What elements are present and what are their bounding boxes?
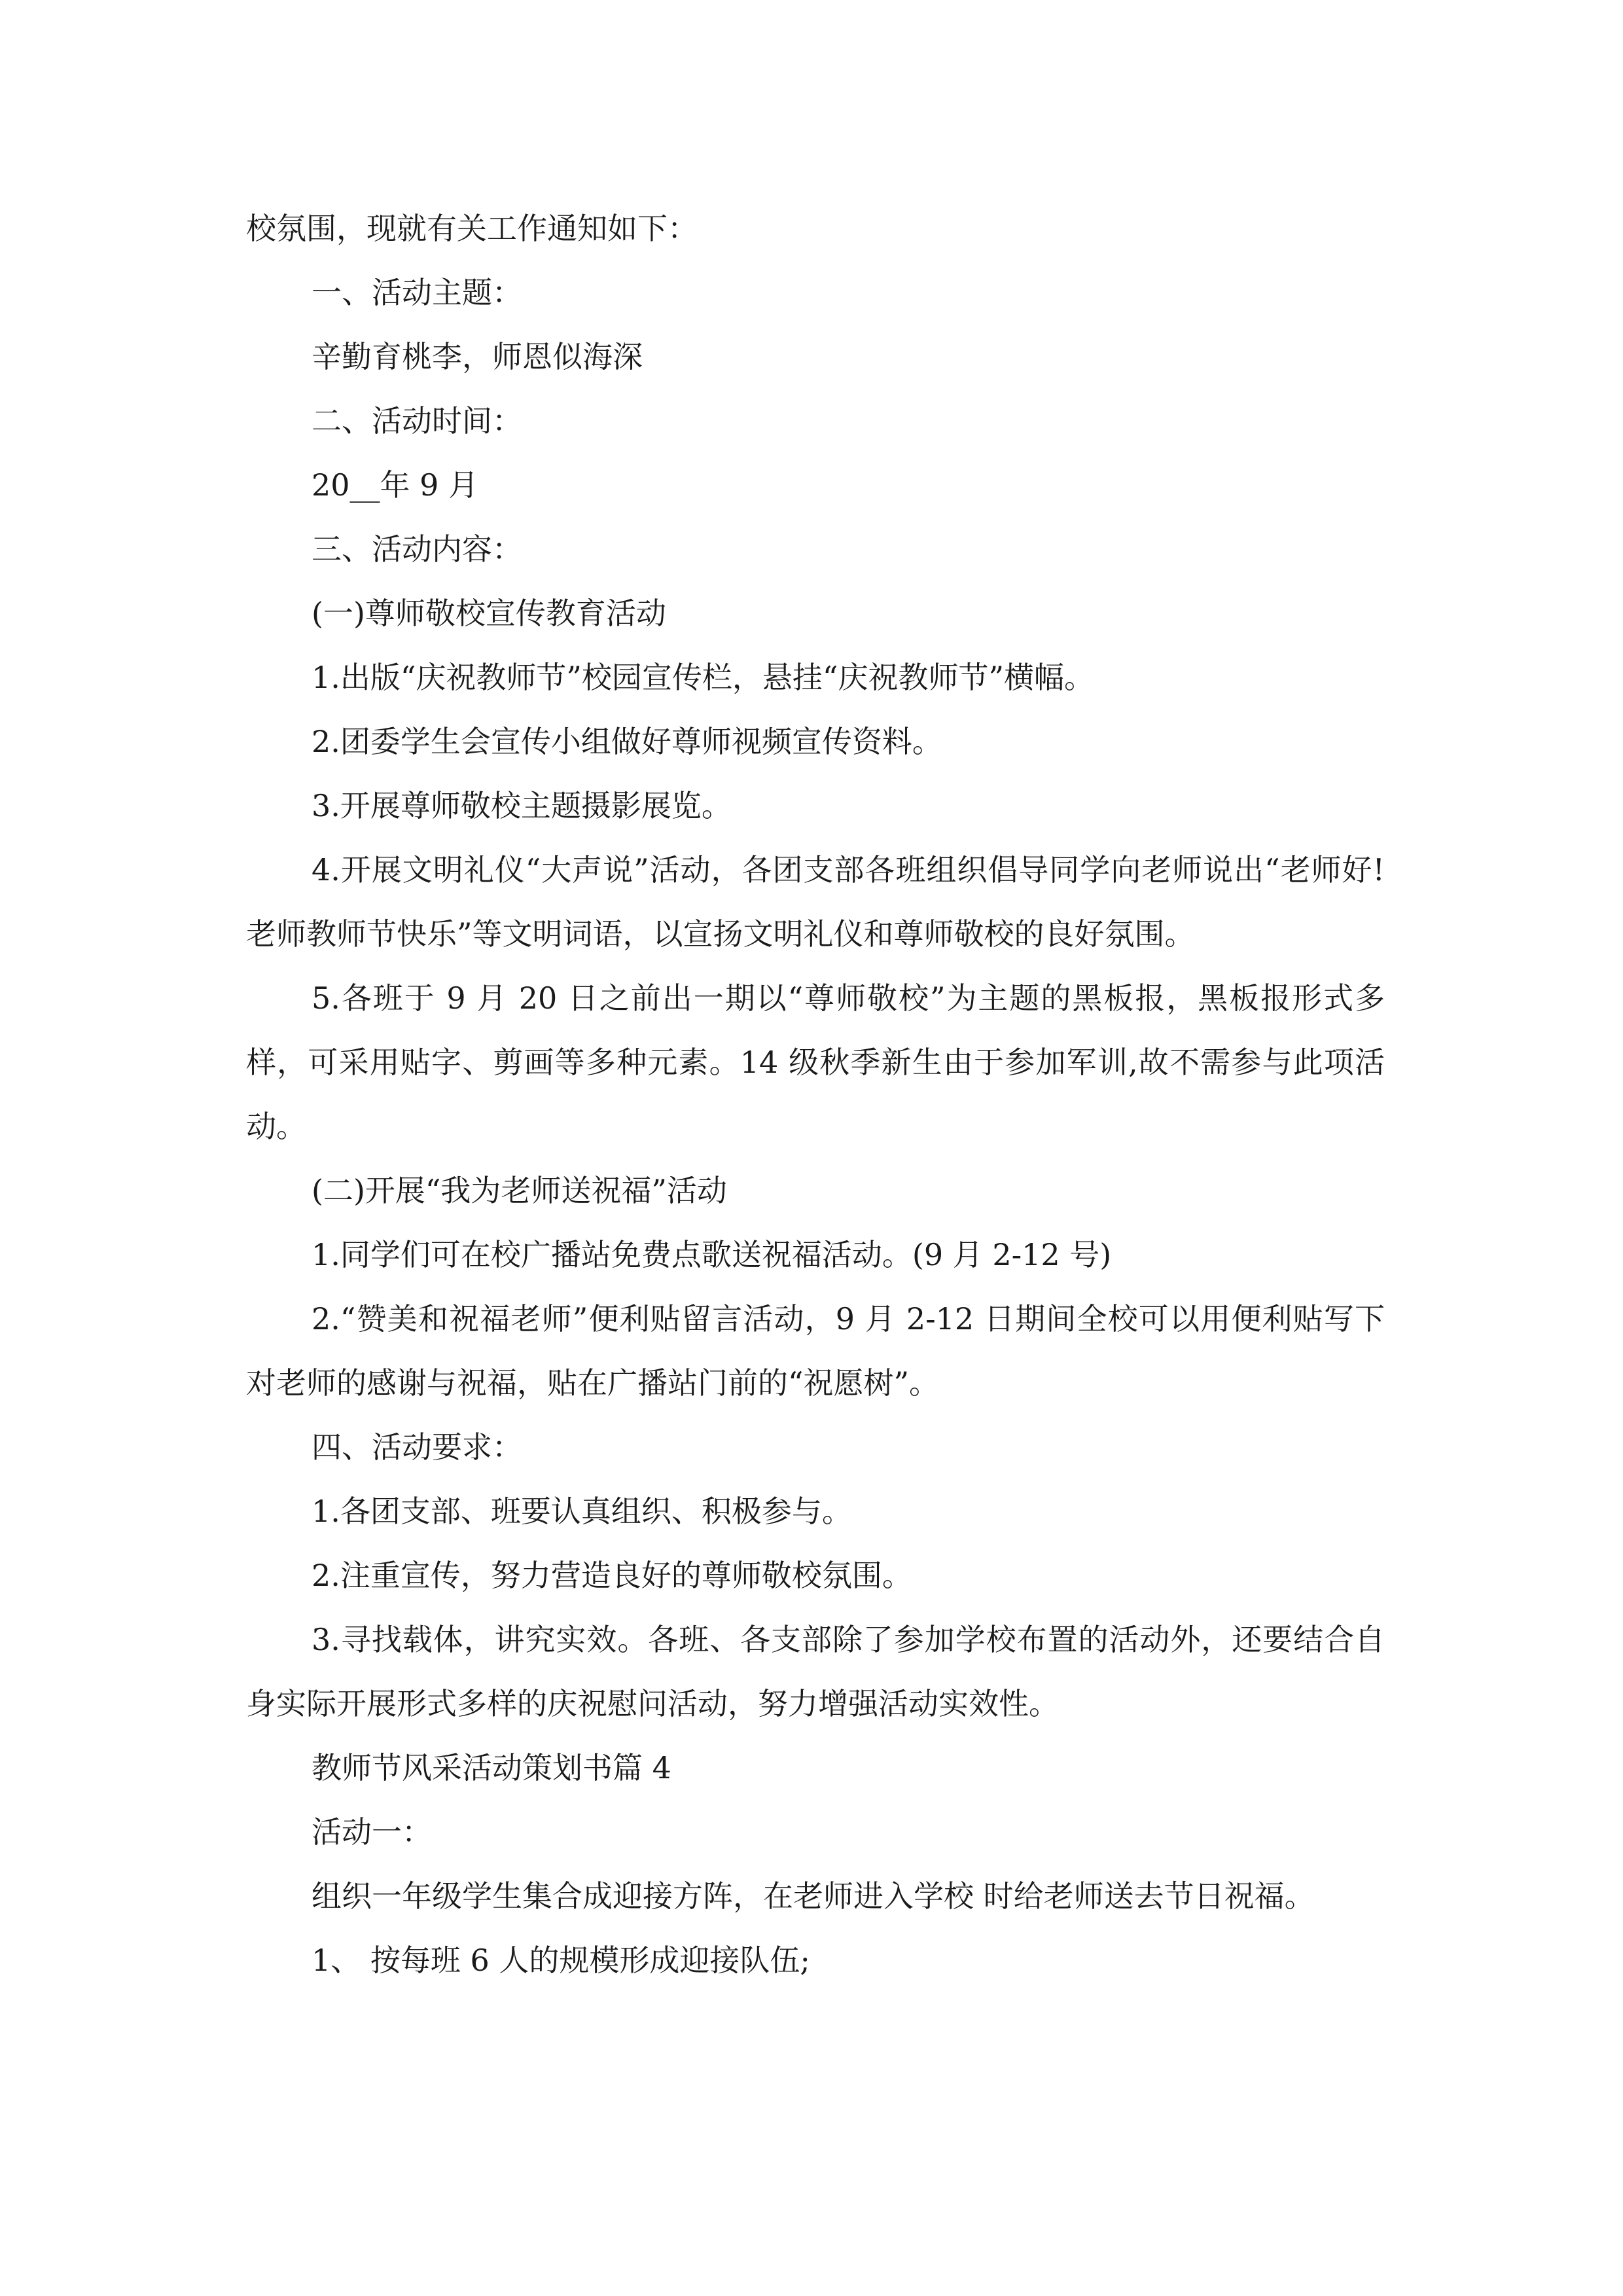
heading-theme: 一、活动主题： <box>312 275 522 310</box>
heading-time: 二、活动时间： <box>312 403 522 439</box>
list-item: 4.开展文明礼仪“大声说”活动，各团支部各班组织倡导同学向老师说出“老师好!老师教师节快乐”等文明词语，以宣扬文明礼仪和尊师敬校的良好氛围。 <box>246 852 1385 952</box>
list-item: 2.“赞美和祝福老师”便利贴留言活动，9 月 2-12 日期间全校可以用便利贴写下对老师的感谢与祝福，贴在广播站门前的“祝愿树”。 <box>246 1301 1385 1401</box>
subheading-blessing: (二)开展“我为老师送祝福”活动 <box>312 1173 727 1208</box>
paragraph-time: 20__年 9 月 <box>312 467 479 503</box>
document-body <box>246 196 1385 1992</box>
list-item: 2.注重宣传，努力营造良好的尊师敬校氛围。 <box>312 1558 912 1593</box>
subheading-publicity: (一)尊师敬校宣传教育活动 <box>312 596 666 631</box>
heading-content: 三、活动内容： <box>312 531 522 567</box>
paragraph-intro: 校氛围，现就有关工作通知如下： <box>246 211 698 246</box>
list-item: 2.团委学生会宣传小组做好尊师视频宣传资料。 <box>312 724 942 759</box>
list-item: 1.出版“庆祝教师节”校园宣传栏，悬挂“庆祝教师节”横幅。 <box>312 660 1094 695</box>
list-item: 1.各团支部、班要认真组织、积极参与。 <box>312 1494 852 1529</box>
list-item: 3.开展尊师敬校主题摄影展览。 <box>312 788 732 823</box>
paragraph-theme: 辛勤育桃李，师恩似海深 <box>312 339 643 374</box>
list-item: 1、 按每班 6 人的规模形成迎接队伍; <box>312 1943 810 1978</box>
section-title: 教师节风采活动策划书篇 4 <box>312 1750 671 1785</box>
paragraph-activity-one: 组织一年级学生集合成迎接方阵，在老师进入学校 时给老师送去节日祝福。 <box>312 1878 1315 1914</box>
heading-activity-one: 活动一： <box>312 1814 432 1850</box>
heading-requirements: 四、活动要求： <box>312 1429 522 1465</box>
list-item: 1.同学们可在校广播站免费点歌送祝福活动。(9 月 2-12 号) <box>312 1237 1112 1272</box>
list-item: 5.各班于 9 月 20 日之前出一期以“尊师敬校”为主题的黑板报，黑板报形式多样，可采用贴字、剪画等多种元素。14 级秋季新生由于参加军训,故不需参与此项活动。 <box>246 980 1385 1144</box>
list-item: 3.寻找载体，讲究实效。各班、各支部除了参加学校布置的活动外，还要结合自身实际开展形式多样的庆祝慰问活动，努力增强活动实效性。 <box>246 1622 1385 1721</box>
